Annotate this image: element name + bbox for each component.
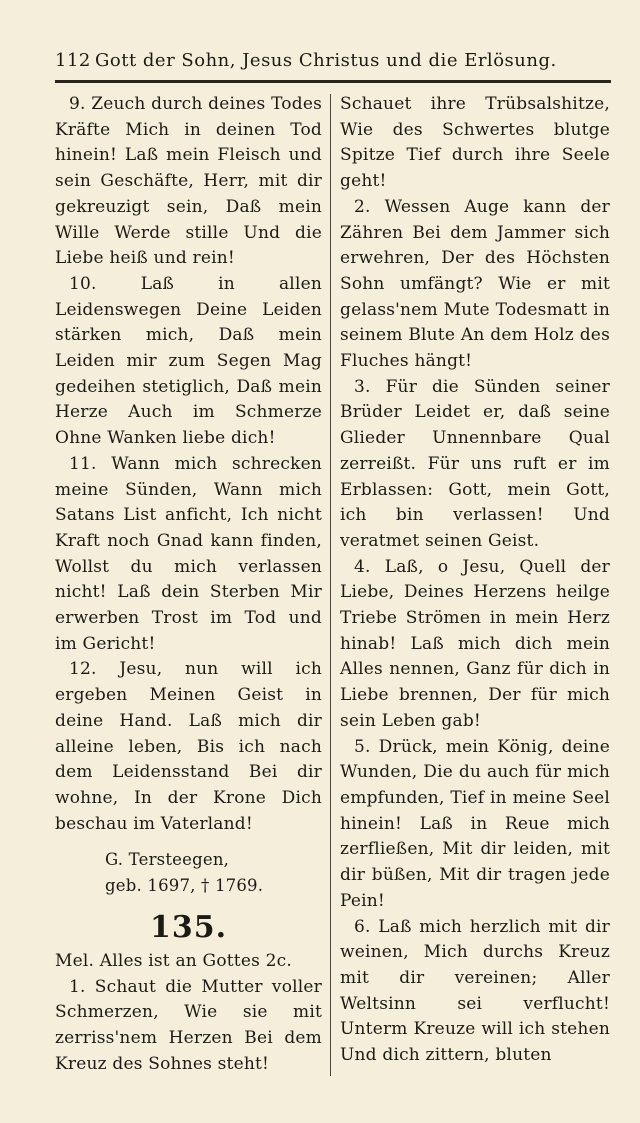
column-divider: [330, 94, 331, 1076]
verse-number: 12.: [69, 659, 97, 680]
verse-text: Wann mich schrecken meine Sünden, Wann mich Satans List anficht, Ich nicht Kraft noch Gnad kann finden, Wollst du mich verlassen nicht! Laß dein Sterben Mir erwerben Trost im Tod und im Gericht!: [55, 453, 322, 654]
verse-text: Laß mich herzlich mit dir weinen, Mich durchs Kreuz mit dir vereinen; Aller Weltsinn sei verflucht! Unterm Kreuze will ich stehen Und dich zittern, bluten: [340, 916, 610, 1066]
page-number: 112: [55, 50, 91, 71]
verse-number: 5.: [354, 736, 371, 757]
hymn-verse-4: [340, 555, 610, 735]
verse-text: Schaut die Mutter voller Schmerzen, Wie sie mit zerriss'nem Herzen Bei dem Kreuz des Sohnes steht!: [55, 976, 323, 1074]
right-column: [340, 92, 610, 1069]
page-header: [55, 44, 611, 78]
author-name: G. Tersteegen,: [105, 850, 230, 870]
hymn-verse-1: [55, 975, 322, 1078]
verse-text: Laß in allen Leidenswegen Deine Leiden stärken mich, Daß mein Leiden mir zum Segen Mag gedeihen stetiglich, Daß mein Herze Auch im Schmerze Ohne Wanken liebe dich!: [55, 273, 322, 449]
verse-number: 9.: [69, 94, 86, 114]
hymn-verse-5: [340, 735, 610, 915]
author-attribution: [55, 847, 322, 898]
verse-number: 3.: [354, 376, 371, 397]
verse-number: 10.: [69, 273, 97, 294]
running-title: Gott der Sohn, Jesus Christus und die Erlösung.: [95, 50, 557, 71]
verse-text: Zeuch durch deines Todes Kräfte Mich in deinen Tod hinein! Laß mein Fleisch und sein Geschäfte, Herr, mit dir gekreuzigt sein, Daß mein Wille Werde stille Und die Liebe heiß und rein!: [55, 94, 322, 269]
verse-number: 6.: [354, 916, 371, 937]
verse-text: Laß, o Jesu, Quell der Liebe, Deines Herzens heilge Triebe Strömen in mein Herz hinab! Laß mich dich mein Alles nennen, Ganz für dich in Liebe brennen, Der für mich sein Leben gab!: [340, 556, 610, 731]
hymn-verse-2: [340, 195, 610, 375]
header-rule: [55, 80, 611, 83]
verse-continuation: Schauet ihre Trübsalshitze, Wie des Schwertes blutge Spitze Tief durch ihre Seele geht!: [340, 94, 610, 192]
verse-number: 2.: [354, 196, 371, 217]
hymn-verse-3: [340, 375, 610, 555]
verse-text: Für die Sünden seiner Brüder Leidet er, daß seine Glieder Unnennbare Qual zerreißt. Für uns ruft er im Erblassen: Gott, mein Gott, ich bin verlassen! Und veratmet seinen Geist.: [340, 376, 610, 551]
verse-number: 4.: [354, 556, 371, 577]
left-column: [55, 92, 322, 1077]
author-dates: geb. 1697, † 1769.: [105, 876, 264, 896]
verse-number: 11.: [69, 453, 97, 474]
hymn-verse-6: [340, 915, 610, 1069]
verse-text: Drück, mein König, deine Wunden, Die du auch für mich empfunden, Tief in meine Seel hinein! Laß in Reue mich zerfließen, Mit dir leiden, mit dir büßen, Mit dir tragen jede Pein!: [340, 736, 610, 911]
hymn-number: 135.: [149, 909, 228, 945]
verse-text: Jesu, nun will ich ergeben Meinen Geist in deine Hand. Laß mich dir alleine leben, Bis ich nach dem Leidensstand Bei dir wohne, In der Krone Dich beschau im Vaterland!: [55, 659, 322, 834]
verse-number: 1.: [69, 976, 86, 997]
verse-9: [55, 92, 322, 272]
verse-12: [55, 657, 322, 837]
melody-line: Mel. Alles ist an Gottes 2c.: [55, 950, 292, 971]
verse-10: [55, 272, 322, 452]
verse-11: [55, 452, 322, 658]
verse-text: Wessen Auge kann der Zähren Bei dem Jammer sich erwehren, Der des Höchsten Sohn umfängt? Wie er mit gelass'nem Mute Todesmatt in seinem Blute An dem Holz des Fluches hängt!: [340, 196, 610, 372]
